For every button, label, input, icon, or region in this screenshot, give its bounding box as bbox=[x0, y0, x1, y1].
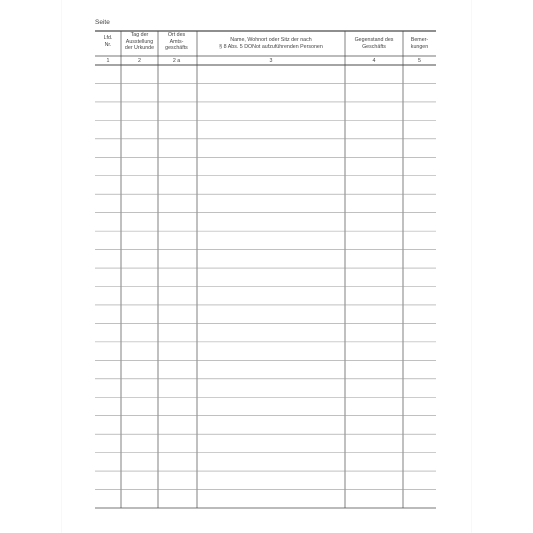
header-gegenstand: Gegenstand des Geschäfts bbox=[354, 37, 394, 50]
header-ort-des-amtsgeschaefts: Ort des Amts- geschäfts bbox=[165, 32, 188, 51]
column-number-4: 4 bbox=[372, 58, 376, 64]
column-number-2a: 2 a bbox=[172, 58, 181, 64]
page-label: Seite bbox=[95, 19, 110, 26]
header-bemerkungen: Bemer- kungen bbox=[410, 37, 429, 50]
column-number-2: 2 bbox=[138, 58, 141, 64]
header-lfd-nr: Lfd. Nr. bbox=[103, 35, 113, 48]
column-number-1: 1 bbox=[106, 58, 110, 64]
header-name-wohnort-sitz: Name, Wohnort oder Sitz der nach § 8 Abs. 5 DONot aufzuführenden Personen bbox=[219, 37, 323, 50]
column-number-5: 5 bbox=[418, 58, 421, 64]
column-number-3: 3 bbox=[269, 58, 273, 64]
header-tag-der-ausstellung: Tag der Ausstellung der Urkunde bbox=[124, 32, 155, 51]
